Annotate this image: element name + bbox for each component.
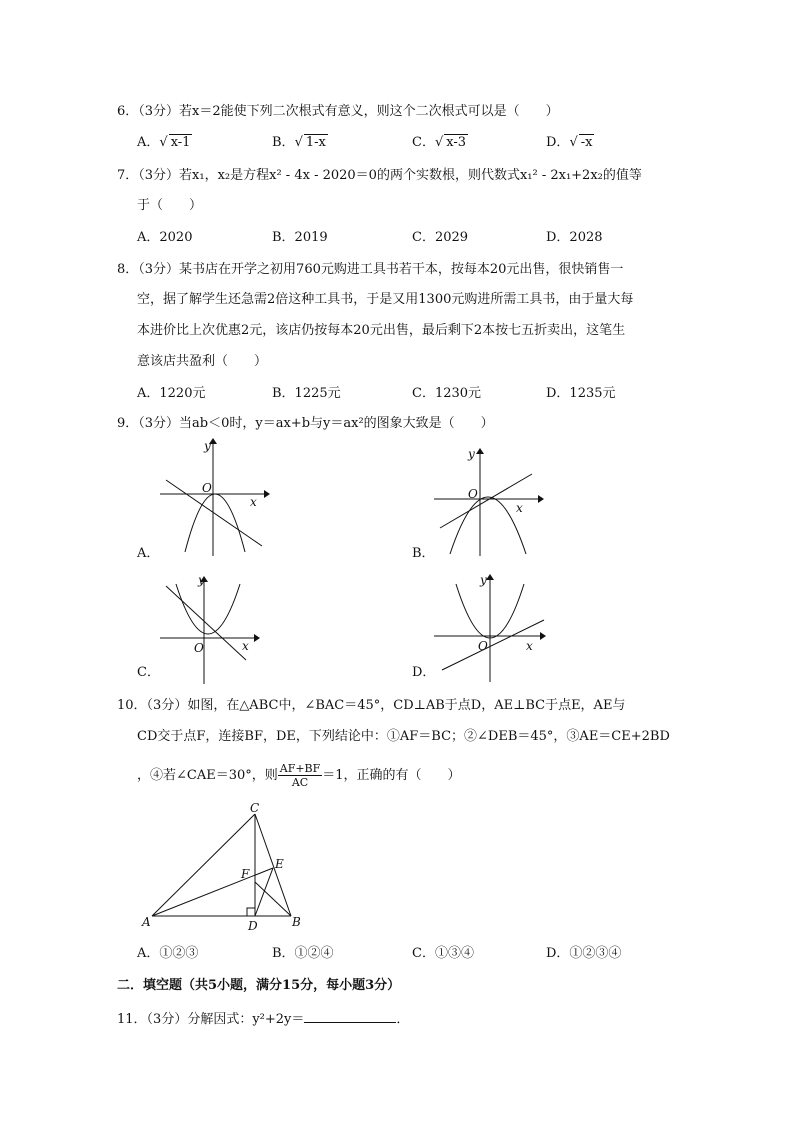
- q9-option-a: A．: [137, 546, 160, 561]
- q9-option-c: C．: [137, 665, 160, 680]
- q6-option-b-label: B．: [272, 135, 295, 150]
- q7-option-c: C．2029: [412, 230, 469, 245]
- q6-option-c-radicand: x-3: [446, 135, 467, 150]
- q6-option-c: [412, 134, 468, 151]
- q6-option-a-label: A．: [137, 135, 160, 150]
- parabola: [176, 584, 240, 634]
- y-label: y: [198, 574, 205, 587]
- sqrt-icon: √: [294, 135, 303, 150]
- q6-option-c-label: C．: [412, 135, 435, 150]
- q10-fraction-numerator: AF+BF: [279, 762, 321, 775]
- label-d: D: [248, 919, 258, 933]
- q8-stem-line4: 意该店共盈利（ ）: [137, 354, 268, 369]
- origin-label: O: [468, 487, 478, 501]
- q8-stem-line3: 本进价比上次优惠2元，该店仍按每本20元出售，最后剩下2本按七五折卖出，这笔生: [137, 323, 626, 338]
- q10-option-c: C．①③④: [412, 946, 474, 961]
- right-angle-icon: [247, 908, 255, 916]
- x-axis-arrow-icon: [264, 490, 270, 498]
- q10-stem-line3: [137, 762, 461, 789]
- q9-option-b: B．: [412, 546, 435, 561]
- label-b: B: [292, 915, 301, 929]
- q11-end: ．: [396, 1012, 410, 1027]
- q9-stem: 9．（3分）当ab＜0时，y＝ax+b与y＝ax²的图象大致是（ ）: [117, 416, 494, 431]
- q10-fraction-denominator: AC: [291, 776, 309, 789]
- label-e: E: [275, 857, 284, 871]
- x-label: x: [526, 639, 533, 653]
- q9-graph-b: [434, 446, 544, 558]
- q7-option-a: A．2020: [137, 230, 193, 245]
- q8-option-a: A．1220元: [137, 386, 206, 401]
- label-c: C: [250, 801, 260, 815]
- q6-option-a-radicand: x-1: [170, 135, 191, 150]
- line: [166, 480, 262, 546]
- q6-option-b-radicand: 1-x: [305, 135, 326, 150]
- q7-option-d: D．2028: [546, 230, 603, 245]
- q10-stem-line1: 10．（3分）如图，在△ABC中，∠BAC＝45°，CD⊥AB于点D，AE⊥BC于点E，AE与: [117, 698, 626, 713]
- q9-graph-c: [160, 574, 260, 686]
- segment-bf: [255, 882, 291, 916]
- q11-line: [117, 1010, 409, 1028]
- q6-option-d-radicand: -x: [580, 135, 593, 150]
- q10-option-a: A．①②③: [137, 946, 199, 961]
- q9-option-d: D．: [412, 665, 436, 680]
- origin-label: O: [194, 641, 204, 655]
- q11-stem: 11．（3分）分解因式：y²+2y＝: [117, 1012, 305, 1027]
- q8-option-c: C．1230元: [412, 386, 482, 401]
- y-label: y: [204, 439, 211, 453]
- parabola: [185, 494, 245, 552]
- segment-de: [255, 868, 273, 916]
- parabola: [450, 497, 526, 554]
- x-label: x: [250, 495, 257, 509]
- q8-option-d: D．1235元: [546, 386, 616, 401]
- line: [166, 586, 246, 660]
- q7-option-b: B．2019: [272, 230, 328, 245]
- x-label: x: [516, 501, 523, 515]
- q11-answer-blank[interactable]: [304, 1010, 396, 1023]
- q10-line3-post: ＝1，正确的有（ ）: [322, 768, 461, 783]
- y-label: y: [468, 447, 475, 461]
- x-axis-arrow-icon: [538, 495, 544, 503]
- q10-stem-line2: CD交于点F，连接BF，DE，下列结论中：①AF＝BC；②∠DEB＝45°，③AE＝CE+2BD: [137, 729, 670, 744]
- q9-graph-a: [160, 436, 270, 556]
- origin-label: O: [202, 481, 212, 495]
- sqrt-icon: √: [434, 135, 444, 150]
- sqrt-icon: √: [569, 135, 578, 150]
- y-axis-arrow-icon: [486, 574, 494, 580]
- x-axis-arrow-icon: [254, 634, 260, 642]
- q6-option-d-label: D．: [546, 135, 570, 150]
- label-f: F: [241, 867, 250, 881]
- q10-triangle-figure: [138, 800, 308, 935]
- segment-ac: [152, 814, 255, 916]
- q6-option-b: [272, 134, 328, 151]
- q10-option-b: B．①②④: [272, 946, 334, 961]
- q8-option-b: B．1225元: [272, 386, 341, 401]
- x-label: x: [242, 639, 249, 653]
- q8-stem-line2: 空，据了解学生还急需2倍这种工具书，于是又用1300元购进所需工具书，由于量大每: [137, 292, 634, 307]
- q8-stem-line1: 8．（3分）某书店在开学之初用760元购进工具书若干本，按每本20元出售，很快销售一: [117, 262, 624, 277]
- q9-graph-d: [434, 572, 548, 684]
- x-axis-arrow-icon: [540, 632, 546, 640]
- y-label: y: [480, 573, 487, 587]
- q6-stem: 6．（3分）若x＝2能使下列二次根式有意义，则这个二次根式可以是（ ）: [117, 104, 559, 119]
- q10-option-d: D．①②③④: [546, 946, 622, 961]
- q7-stem-line1: 7．（3分）若x₁，x₂是方程x² - 4x - 2020＝0的两个实数根，则代数式x₁² - 2x₁+2x₂的值等: [117, 168, 642, 183]
- q6-option-d: [546, 134, 594, 151]
- origin-label: O: [478, 639, 488, 653]
- label-a: A: [142, 915, 151, 929]
- q6-option-a: [137, 134, 192, 151]
- q7-stem-line2: 于（ ）: [137, 198, 203, 213]
- q10-fraction: [278, 762, 323, 789]
- q10-line3-pre: ，④若∠CAE＝30°，则: [137, 768, 278, 783]
- section-heading: 二．填空题（共5小题，满分15分，每小题3分）: [117, 978, 401, 993]
- y-axis-arrow-icon: [476, 448, 484, 454]
- sqrt-icon: √: [159, 135, 168, 150]
